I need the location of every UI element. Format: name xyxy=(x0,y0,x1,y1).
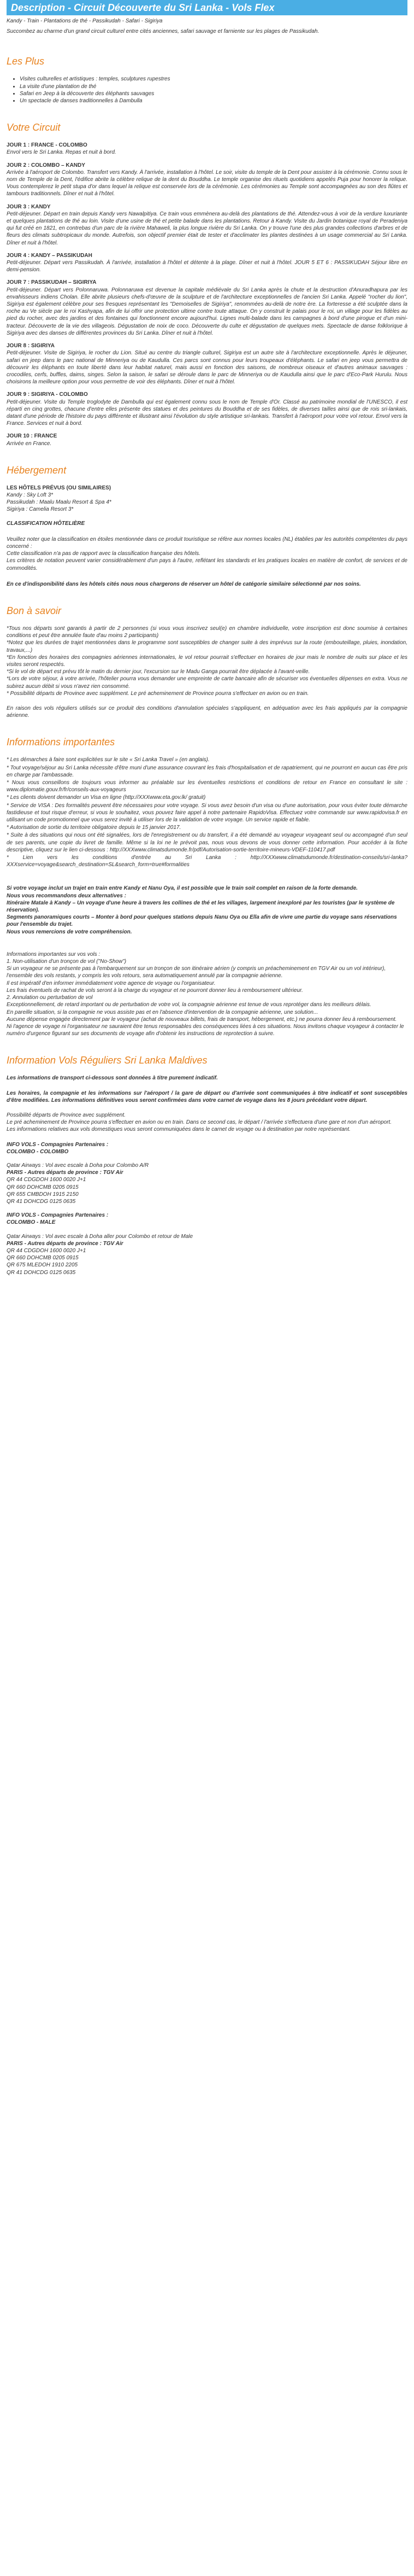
hotel-item: Passikudah : Maalu Maalu Resort & Spa 4* xyxy=(7,499,111,506)
vols-intro: Les informations de transport ci-dessous sont données à titre purement indicatif. xyxy=(7,1075,218,1082)
flight-line: COLOMBO - MALE xyxy=(7,1219,56,1226)
info-item: * Suite à des situations qui nous ont été signalées, lors de l'enregistrement ou du transfert, il a été demandé au voyageur voyageant seul ou accompagné d'un seul de ses parents, une copie du livret de famille. Même si la loi ne le prévoit pas, nous vous devons de vous donner cette information. Pour accéder à la fiche descriptive, cliquez sur le lien ci-dessous : http://XXXwww.climatsdumonde.fr/pdf/Autorisation-sortie-territoire-mineurs-VDEF-110417.pdf xyxy=(7,832,407,853)
day-title: JOUR 4 : KANDY – PASSIKUDAH xyxy=(7,252,92,259)
page-title: Description - Circuit Découverte du Sri Lanka - Vols Flex xyxy=(7,0,407,15)
flight-line: QR 44 CDGDOH 1600 0020 J+1 xyxy=(7,1247,86,1254)
day-description: Petit-déjeuner. Visite de Sigiriya, le rocher du Lion. Situé au centre du triangle culturel, Sigiriya est un autre site à l'architecture exceptionnelle. Après le déjeuner, safari en jeep dans le parc national de Minneriya ou de Kaudulla. Ces parcs sont connus pour leurs troupeaux d'éléphants. Le safari en jeep vous permettra de découvrir les éléphants en toute liberté dans leur habitat naturel, mais aussi en fonction des saisons, de nombreux oiseaux et d'autres animaux sauvages : crocodiles, cerfs, buffles, daims, singes. Selon la saison, le safari se déroule dans le parc de Minneriya ou de Kaudulla ainsi que le parc d'Eco-Park Hurulu. Nous choisirons la meilleure option pour vous permettre de voir des éléphants. Dîner et nuit à l'hôtel. xyxy=(7,350,407,385)
day-item xyxy=(7,203,407,247)
section-heading-vols: Information Vols Réguliers Sri Lanka Maldives xyxy=(7,1055,208,1066)
info-item: * Nous vous conseillons de toujours vous informer au préalable sur les éventuelles restrictions et conditions de retour en France en consultant le site : www.diplomatie.gouv.fr/fr/conseils-aux-voyageurs xyxy=(7,780,407,793)
day-title: JOUR 10 : FRANCE xyxy=(7,433,57,440)
flight-info-item: 2. Annulation ou perturbation de vol xyxy=(7,995,93,1001)
flight-info-item: Les frais éventuels de rachat de vols seront à la charge du voyageur et ne pourront donner lieu à remboursement ultérieur. xyxy=(7,987,303,994)
flight-line: PARIS - Autres départs de province : TGV Air xyxy=(7,1240,123,1247)
day-item xyxy=(7,433,407,447)
info-item: * Tout voyage/séjour au Sri Lanka nécessite d'être muni d'une assurance couvrant les frais d'hospitalisation et de rapatriement, qui ne pourront en aucun cas être pris en charge par l'ambassade. xyxy=(7,764,407,778)
classification-label: CLASSIFICATION HÔTELIÈRE xyxy=(7,520,85,527)
page xyxy=(0,0,414,1276)
flight-info-item: Exceptionnellement, de retard important ou de perturbation de votre vol, la compagnie aérienne est tenue de vous reprotéger dans les meilleurs délais. xyxy=(7,1002,371,1008)
section-heading-bon-a-savoir: Bon à savoir xyxy=(7,605,62,616)
day-description: Petit-déjeuner. Visite du Temple troglodyte de Dambulla qui est également connu sous le nom de Temple d'Or. Classé au patrimoine mondial de l'UNESCO, il est réparti en cinq grottes, chacune d'entre elles présente des statues et des peintures du Bouddha et de ses fidèles, de diverses tailles ainsi que de rois sri-lankais, datant d'une période de l'histoire du pays différente et illustrant ainsi l'évolution du style artistique sri-lankais. Transfert à l'aéroport pour votre vol retour. Envol vers la France. Services et nuit à bord. xyxy=(7,399,407,427)
flight-line: INFO VOLS - Compagnies Partenaires : xyxy=(7,1212,109,1219)
train-notice-line: Si votre voyage inclut un trajet en train entre Kandy et Nanu Oya, il est possible que le train soit complet en raison de la forte demande. xyxy=(7,885,358,892)
info-item: * Service de VISA : Des formalités peuvent être nécessaires pour votre voyage. Si vous avez besoin d'un visa ou d'une autorisation, pour vous éviter toute démarche fastidieuse et tout risque d'erreur, si vous le souhaitez, vous pouvez faire appel à notre partenaire RapidoVisa. Effectuez votre commande sur www.rapidovisa.fr en utilisant un code promotionnel que vous serez invité à utiliser lors de la validation de votre voyage. Un service rapide et fiable. xyxy=(7,802,407,823)
hotel-item: Sigiriya : Camelia Resort 3* xyxy=(7,506,74,513)
flight-line: QR 44 CDGDOH 1600 0020 J+1 xyxy=(7,1177,86,1183)
flight-line: PARIS - Autres départs de province : TGV Air xyxy=(7,1170,123,1176)
day-title: JOUR 3 : KANDY xyxy=(7,203,51,210)
flight-info-list xyxy=(7,958,407,1037)
day-item xyxy=(7,279,407,337)
plus-item: • La visite d'une plantation de thé xyxy=(20,83,407,90)
section-heading-hebergement: Hébergement xyxy=(7,464,67,476)
train-notice-line: Nous vous remercions de votre compréhension. xyxy=(7,928,132,935)
classification-line: Cette classification n'a pas de rapport avec la classification française des hôtels. xyxy=(7,551,200,557)
info-item: * Les clients doivent demander un Visa en ligne (http://XXXwww.eta.gov.lk/ gratuit) xyxy=(7,795,206,801)
section-heading-infos: Informations importantes xyxy=(7,737,115,748)
flight-line: QR 660 DOHCMB 0205 0915 xyxy=(7,1255,79,1261)
day-title: JOUR 2 : COLOMBO – KANDY xyxy=(7,162,85,168)
info-item: * Lien vers les conditions d'entrée au Sri Lanka : http://XXXwww.climatsdumonde.fr/destination-conseils/sri-lanka?XXXservice=voyage&search_destination=SL&search_form=true#formalities xyxy=(7,855,407,868)
bon-a-savoir-list xyxy=(7,625,407,719)
classification-bold: En ce d'indisponibilité dans les hôtels cités nous nous chargerons de réserver un hôtel de catégorie similaire sélectionné par nos soins. xyxy=(7,581,361,587)
plus-item: • Visites culturelles et artistiques : temples, sculptures rupestres xyxy=(20,75,407,83)
day-item xyxy=(7,162,407,198)
train-notice-line: Nous vous recommandons deux alternatives : xyxy=(7,892,126,899)
flight-line: QR 675 MLEDOH 1910 2205 xyxy=(7,1262,78,1269)
hotels-label: LES HÔTELS PRÉVUS (OU SIMILAIRES) xyxy=(7,484,111,491)
flight-gap xyxy=(7,1226,407,1233)
train-notice xyxy=(7,885,407,935)
flight-line: QR 655 CMBDOH 1915 2150 xyxy=(7,1191,79,1198)
flight-line: INFO VOLS - Compagnies Partenaires : xyxy=(7,1141,109,1148)
flight-line: QR 41 DOHCDG 0125 0635 xyxy=(7,1198,76,1205)
flight-info-item: Il est impératif d'en informer immédiatement votre agence de voyage ou l'organisateur. xyxy=(7,980,216,986)
hotel-item: Kandy : Sky Loft 3* xyxy=(7,492,54,498)
day-title: JOUR 1 : FRANCE - COLOMBO xyxy=(7,142,87,149)
flight-info-item: Si un voyageur ne se présente pas à l'embarquement sur un tronçon de son itinéraire aérien (y compris un préacheminement en TGV Air ou un vol intérieur), l'ensemble des vols restants, y compris les vols retours, sera automatiquement annulé par la compagnie aérienne. xyxy=(7,966,386,979)
classification-line: Les critères de notation peuvent varier considérablement d'un pays à l'autre, reflétant les standards et les pratiques locales en matière de confort, de services et de commodités. xyxy=(7,558,407,571)
info-item: * Autorisation de sortie du territoire obligatoire depuis le 15 janvier 2017. xyxy=(7,825,181,831)
info-item: * Les démarches à faire sont explicitées sur le site « Sri Lanka Travel » (en anglais). xyxy=(7,757,210,763)
train-notice-line: Segments panoramiques courts – Monter à bord pour quelques stations depuis Nanu Oya ou Ella afin de vivre une partie du voyage sans réservations pour l'ensemble du trajet. xyxy=(7,914,397,928)
day-title: JOUR 9 : SIGIRIYA - COLOMBO xyxy=(7,392,88,398)
flight-line: Qatar Airways : Vol avec escale à Doha aller pour Colombo et retour de Male xyxy=(7,1233,193,1240)
flight-info-item: 1. Non-utilisation d'un tronçon de vol ("No-Show") xyxy=(7,959,127,965)
vols-paragraph: Possibilité départs de Province avec supplément. Le pré acheminement de Province pourra s'effectuer en avion ou en train. Dans ce second cas, le départ / l'arrivée s'effectuera d'une gare et non d'un aéroport. Les informations relatives aux vols domestiques vous seront communiquées dans le carnet de voyage ou à destination par notre représentant. xyxy=(7,1112,392,1133)
flight-info-item: Aucune dépense engagée directement par le voyageur (achat de nouveaux billets, frais de transport, hébergement, etc.) ne pourra donner lieu à remboursement. xyxy=(7,1016,397,1023)
intro-text: Succombez au charme d'un grand circuit culturel entre cités anciennes, safari sauvage et farniente sur les plages de Passikudah. xyxy=(7,28,320,35)
plus-item: • Un spectacle de danses traditionnelles à Dambulla xyxy=(20,97,407,104)
flight-gap xyxy=(7,1205,407,1212)
infos-list xyxy=(7,756,407,868)
note-item: *En fonction des horaires des compagnies aériennes internationales, le vol retour pourrait s'effectuer en horaires de jour mais le nombre de nuits sur place et les visites seront respectés. xyxy=(7,654,407,668)
note-item: *Tous nos départs sont garantis à partir de 2 personnes (si vous vous inscrivez seul(e) en chambre individuelle, votre inscription est donc soumise à certaines conditions et peut être annulée faute d'au moins 2 participants) xyxy=(7,625,407,639)
flight-lines xyxy=(7,1141,407,1276)
flight-info-title: Informations importantes sur vos vols : xyxy=(7,951,100,957)
section-heading-circuit: Votre Circuit xyxy=(7,122,61,133)
flight-line: COLOMBO - COLOMBO xyxy=(7,1148,69,1155)
day-description: Arrivée en France. xyxy=(7,440,52,447)
day-item xyxy=(7,391,407,427)
train-notice-line: Itinéraire Matale à Kandy – Un voyage d'une heure à travers les collines de thé et les villages, largement inexploré par les touristes (par le système de réservation). xyxy=(7,899,395,914)
day-description: Petit-déjeuner. Départ vers Passikudah. À l'arrivée, installation à l'hôtel et détente à la plage. Dîner et nuit à l'hôtel. JOUR 5 ET 6 : PASSIKUDAH Séjour libre en demi-pension. xyxy=(7,260,407,273)
classification-line: Veuillez noter que la classification en étoiles mentionnée dans ce produit touristique se réfère aux normes locales (NL) établies par les autorités compétentes du pays concerné : xyxy=(7,536,407,550)
flight-line: QR 41 DOHCDG 0125 0635 xyxy=(7,1269,76,1276)
flight-line: Qatar Airways : Vol avec escale à Doha pour Colombo A/R xyxy=(7,1162,149,1169)
flight-gap xyxy=(7,1155,407,1162)
note-footer: En raison des vols réguliers utilisés sur ce produit des conditions d'annulation spéciales s'appliquent, en adéquation avec les frais appliqués par la compagnie aérienne. xyxy=(7,705,407,719)
day-description: Envol vers le Sri Lanka. Repas et nuit à bord. xyxy=(7,149,116,156)
day-description: Arrivée à l'aéroport de Colombo. Transfert vers Kandy. À l'arrivée, installation à l'hôtel. Le soir, visite du temple de la Dent pour assister à la cérémonie. Connu sous le nom de Temple de la Dent, l'édifice abrite la célèbre relique de la dent du Bouddha. Le temple organise des rituels quotidiens appelés Puja pour honorer la relique. Vous contemplerez le petit stupa d'or dans lequel la relique est conservée lors de la cérémonie. Les cérémonies au Temple sont accompagnées au son des flûtes et tambours traditionnels. Dîner et nuit à l'hôtel. xyxy=(7,169,407,197)
note-item: * Possibilité départs de Province avec supplément. Le pré acheminement de Province pourra s'effectuer en avion ou en train. xyxy=(7,690,309,697)
note-item: *Si le vol de départ est prévu tôt le matin du dernier jour, l'excursion sur le Madu Ganga pourrait être déplacée à l'avant-veille. xyxy=(7,669,310,675)
day-description: Petit-déjeuner. Départ en train depuis Kandy vers Nawalpitiya. Ce train vous emmènera au-delà des plantations de thé. Attendez-vous à voir de la verdure luxuriante et quelques plantations de thé au loin. Visite d'une usine de thé et petite balade dans les plantations. Retour à Kandy. Visite du Jardin botanique royal de Peradeniya qui fut créé en 1821, en contrebas d'un parc de la rivière Mahaweli, la plus longue rivière du Sri Lanka. On y trouve l'une des plus grandes collections d'arbres et de fleurs des climats subtropicaux du monde. Autrefois, son objectif premier était de tester et d'acclimater les plantes destinées à un usage commercial au Sri Lanka. Dîner et nuit à l'hôtel. xyxy=(7,211,407,246)
day-item xyxy=(7,252,407,274)
classification-text xyxy=(7,536,407,572)
vols-bold-paragraph: Les horaires, la compagnie et les informations sur l'aéroport / la gare de départ ou d'arrivée sont communiquées à titre indicatif et sont susceptibles d'être modifiées. Les informations définitives vous seront confirmées dans votre carnet de voyage dans les 8 jours précédant votre départ. xyxy=(7,1090,407,1103)
day-item xyxy=(7,342,407,385)
day-title: JOUR 8 : SIGIRIYA xyxy=(7,343,55,349)
note-item: *Notez que les durées de trajet mentionnées dans le programme sont susceptibles de changer suite à des imprévus sur la route (embouteillage, pluies, inondation, travaux,...) xyxy=(7,640,407,653)
flight-info-item: Ni l'agence de voyage ni l'organisateur ne sauraient être tenus responsables des conséquences liées à ces situations. Nous invitons chaque voyageur à contacter le numéro d'urgence figurant sur ses documents de voyage afin d'obtenir les instructions de reprotection à suivre. xyxy=(7,1023,404,1037)
circuit-days xyxy=(7,142,407,447)
day-description: Petit-déjeuner. Départ vers Polonnaruwa. Polonnaruwa est devenue la capitale médiévale du Sri Lanka après la chute et la destruction d'Anuradhapura par les envahisseurs indiens Cholan. Elle abrite plusieurs chefs-d'œuvre de la sculpture et de l'architecture exceptionnelles de l'ancien Sri Lanka. Appelé "rocher du lion", Sigiriya est également célèbre pour ses fresques représentant les "Demoiselles de Sigiriya", renommées au-delà de notre ère. La forteresse a été sculptée dans la roche au Ve siècle par le roi Kashyapa, afin de lui offrir une protection ultime contre toute attaque. On y construit le palais pour le roi, un village pour les fidèles au pied du rocher, avec des jardins et des fontaines qui fonctionnent encore aujourd'hui. Lignes multi-balade dans les campagnes à bord d'une pirogue et d'un mini-tracteur. Découverte de la vie des villageois. Dégustation de noix de coco. Découverte du culte et dégustation de quelques mets. Spectacle de danse folklorique à Sigiriya avec des danses de différentes provinces du Sri Lanka. Dîner et nuit à l'hôtel. xyxy=(7,287,407,336)
hotels-block xyxy=(7,484,407,527)
plus-list xyxy=(7,75,407,104)
plus-item: • Safari en Jeep à la découverte des éléphants sauvages xyxy=(20,90,407,97)
section-heading-plus: Les Plus xyxy=(7,56,45,67)
day-item xyxy=(7,142,407,156)
flight-info-item: En pareille situation, si la compagnie ne vous assiste pas et en l'absence d'intervention de la compagnie aérienne, une solution... xyxy=(7,1009,318,1015)
flight-line: QR 660 DOHCMB 0205 0915 xyxy=(7,1184,79,1190)
note-item: *Lors de votre séjour, à votre arrivée, l'hôtelier pourra vous demander une empreinte de carte bancaire afin de sécuriser vos éventuelles dépenses en extra. Vous ne subirez aucun débit si vous n'avez rien consommé. xyxy=(7,676,407,690)
intro-route: Kandy - Train - Plantations de thé - Passikudah - Safari - Sigiriya xyxy=(7,18,163,24)
day-title: JOUR 7 : PASSIKUDAH – SIGIRIYA xyxy=(7,279,97,286)
